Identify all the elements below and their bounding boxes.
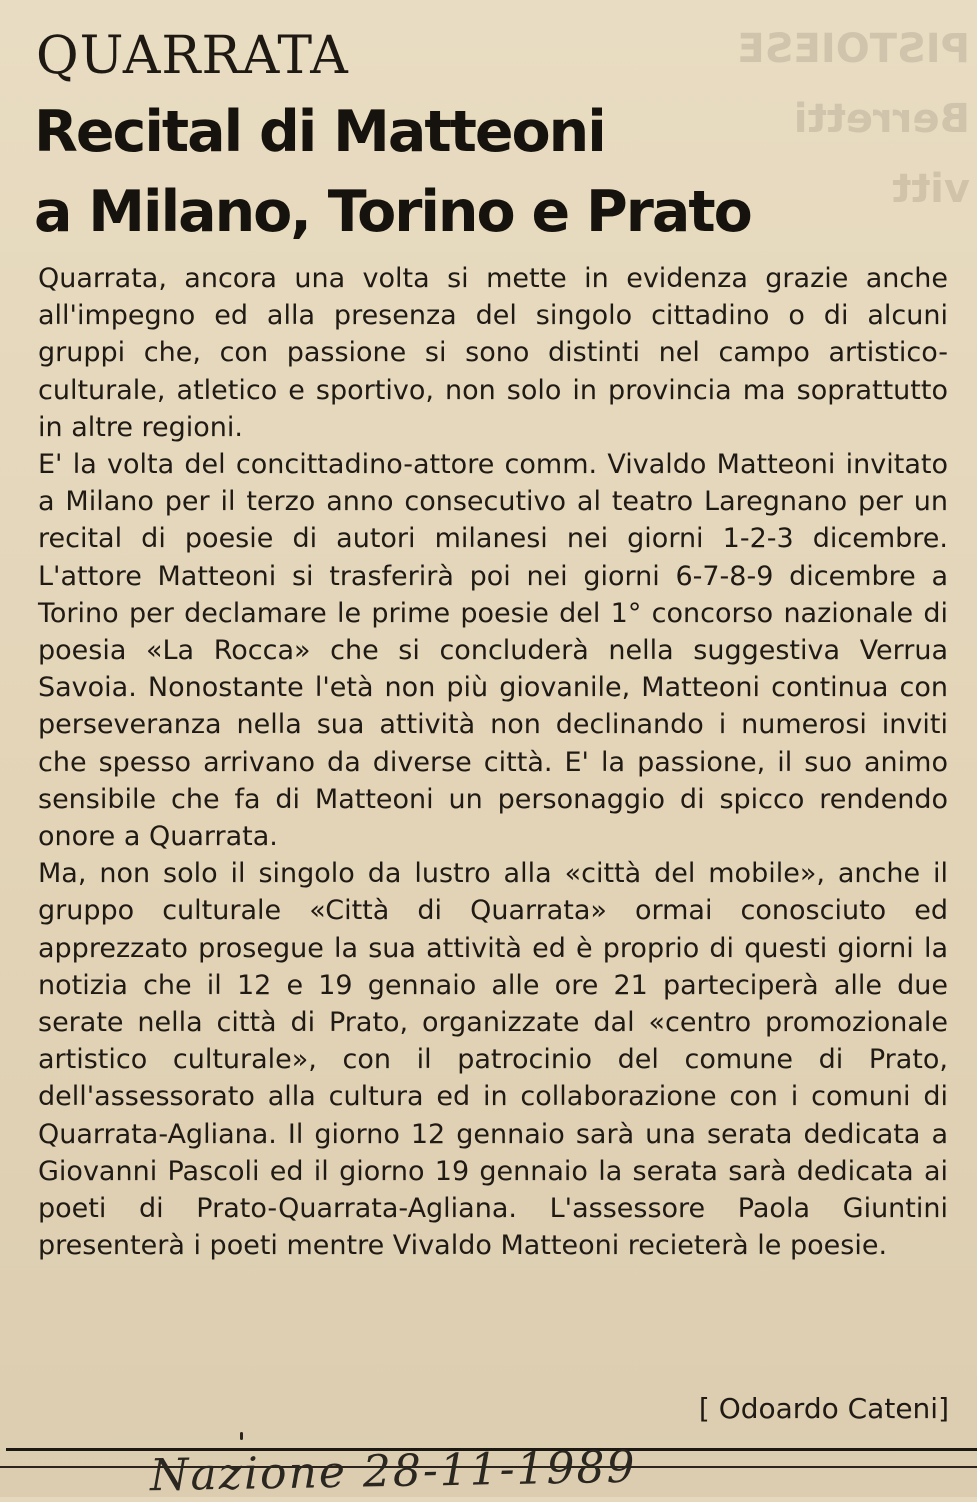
article-body bbox=[38, 260, 948, 1264]
ink-mark bbox=[240, 1432, 243, 1440]
bleed-through-line: Berretti bbox=[793, 96, 970, 142]
article-byline: [ Odoardo Cateni] bbox=[698, 1392, 949, 1425]
headline-line-1: Recital di Matteoni bbox=[34, 99, 605, 165]
article-paragraph-2: E' la volta del concittadino-attore comm. Vivaldo Matteoni invitato a Milano per il terzo anno consecutivo al teatro Laregnano per un recital di poesie di autori milanesi nei giorni 1-2-3 dicembre. L'attore Matteoni si trasferirà poi nei giorni 6-7-8-9 dicembre a Torino per declamare le prime poesie del 1° concorso nazionale di poesia «La Rocca» che si concluderà nella suggestiva Verrua Savoia. Nonostante l'età non più giovanile, Matteoni continua con perseveranza nella sua attività non declinando i numerosi inviti che spesso arrivano da diverse città. E' la passione, il suo animo sensibile che fa di Matteoni un personaggio di spicco rendendo onore a Quarrata. bbox=[38, 449, 948, 853]
article-kicker: QUARRATA bbox=[36, 26, 349, 86]
bleed-through-line: vitt bbox=[891, 166, 970, 212]
bleed-through-line: PISTOIESE bbox=[737, 26, 970, 72]
article-headline bbox=[34, 92, 934, 252]
article-paragraph-3: Ma, non solo il singolo da lustro alla «città del mobile», anche il gruppo culturale «Città di Quarrata» ormai conosciuto ed apprezzato prosegue la sua attività ed è proprio di questi giorni la notizia che il 12 e 19 gennaio alle ore 21 parteciperà alle due serate nella città di Prato, organizzate dal «centro promozionale artistico culturale», con il patrocinio del comune di Prato, dell'assessorato alla cultura ed in collaborazione con i comuni di Quarrata-Agliana. Il giorno 12 gennaio sarà una serata dedicata a Giovanni Pascoli ed il giorno 19 gennaio la serata sarà dedicata ai poeti di Prato-Quarrata-Agliana. L'assessore Paola Giuntini presenterà i poeti mentre Vivaldo Matteoni recieterà le poesie. bbox=[38, 858, 948, 1262]
headline-line-2: a Milano, Torino e Prato bbox=[34, 179, 751, 245]
article-paragraph-1: Quarrata, ancora una volta si mette in evidenza grazie anche all'impegno ed alla presenza del singolo cittadino o di alcuni gruppi che, con passione si sono distinti nel campo artistico-culturale, atletico e sportivo, non solo in provincia ma soprattutto in altre regioni. bbox=[38, 263, 948, 443]
handwritten-source-date: Nazione 28-11-1989 bbox=[149, 1441, 637, 1502]
